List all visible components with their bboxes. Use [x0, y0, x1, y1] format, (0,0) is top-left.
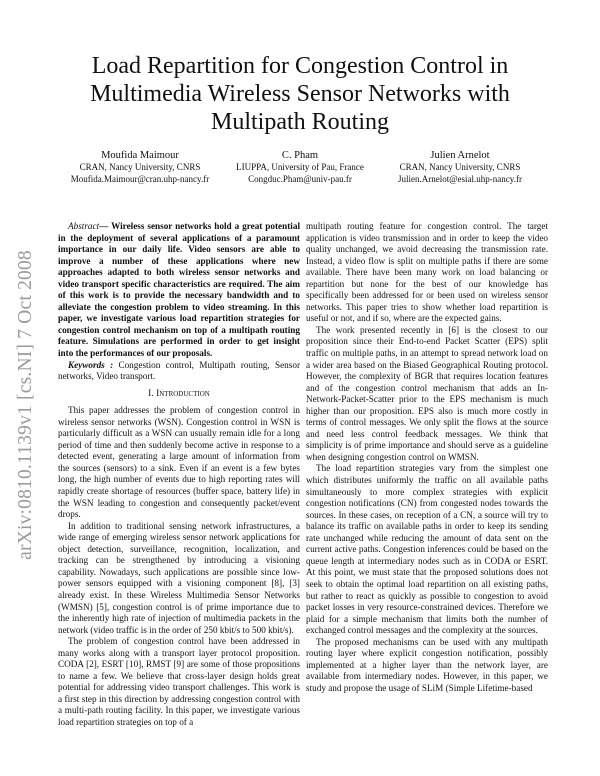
keywords-text: Congestion control, Multipath routing, Sensor networks, Video transport. — [58, 359, 301, 382]
author-3 — [380, 149, 540, 185]
author-affiliation: CRAN, Nancy University, CNRS — [399, 162, 521, 172]
paragraph: The problem of congestion control have been addressed in many works along with a transport layer protocol proposition. CODA [2], ESRT [10], RMST [9] are some of those propositions to name a few. We believe that cross-layer design holds great potential for addressing video transport challenges. This work is a first step in this direction by addressing congestion control with a multi-path routing facility. In this paper, we investigate various load repartition strategies on top of a — [58, 636, 300, 727]
author-1 — [60, 149, 220, 185]
paragraph: This paper addresses the problem of congestion control in wireless sensor networks (WSN). Congestion control in WSN is particularly difficult as a WSN can usually remain idle for a long period of time and then suddenly become active in response to a detected event, generating a large amount of information from the sources (sensors) to a sink. Even if an event is a few bytes long, the high number of events due to high reporting rates will rapidly create shortage of resources (buffer space, battery life) in the WSN leading to congestion and consequently packet/event drops. — [58, 405, 300, 520]
paragraph: The load repartition strategies vary from the simplest one which distributes uniformly the traffic on all available paths simultaneously to more complex strategies with explicit congestion notifications (CN) from congested nodes towards the sources. In these cases, on reception of a CN, a source will try to balance its traffic on available paths in order to keep its sending rate unchanged while reducing the amount of data sent on the current active paths. Congestion inferences could be based on the queue length at intermediary nodes such as in CODA or ESRT. At this point, we must state that the proposed solutions does not seek to obtain the optimal load repartition on all existing paths, but rather to react as quickly as possible to congestion to avoid packet losses in very resource-constrained devices. Therefore we plaid for a simple mechanism that limits both the number of exchanged control messages and the complexity at the sources. — [306, 463, 548, 636]
keywords — [58, 360, 300, 383]
author-email: Julien.Arnelot@esial.uhp-nancy.fr — [398, 173, 522, 184]
author-name: Moufida Maimour — [101, 150, 179, 161]
author-email: Congduc.Pham@univ-pau.fr — [248, 173, 352, 184]
paragraph: In addition to traditional sensing network infrastructures, a wide range of emerging wireless sensor network applications for object detection, surveillance, recognition, localization, and tracking can be strengthened by introducing a visioning capability. Nowadays, such applications are possible since low-power sensors equipped with a visioning component [8], [3] already exist. In these Wireless Multimedia Sensor Networks (WMSN) [5], congestion control is of prime importance due to the inherently high rate of injection of multimedia packets in the network (video traffic is in the order of 250 kbit/s to 500 kbit/s). — [58, 520, 300, 635]
author-block — [60, 149, 540, 193]
section-heading: I. Introduction — [148, 388, 210, 399]
abstract-label: Abstract — [68, 221, 100, 231]
author-affiliation: CRAN, Nancy University, CNRS — [79, 162, 201, 172]
keywords-label: Keywords : — [68, 359, 114, 370]
abstract-text: — Wireless sensor networks hold a great potential in the deployment of several applications of a paramount importance in our daily life. Video sensors are able to improve a number of these applications where new approaches adapted to both wireless sensor networks and video transport specific characteristics are required. The aim of this work is to provide the necessary bandwidth and to alleviate the congestion problem to video streaming. In this paper, we investigate various load repartition strategies for congestion control mechanism on top of a multipath routing feature. Simulations are performed in order to get insight into the performances of our proposals. — [58, 221, 300, 359]
paper-title: Load Repartition for Congestion Control in Multimedia Wireless Sensor Networks with Multipath Routing — [90, 53, 510, 135]
author-email: Moufida.Maimour@cran.uhp-nancy.fr — [70, 173, 210, 184]
author-name: C. Pham — [281, 150, 319, 161]
author-2 — [210, 149, 390, 185]
arxiv-side-stamp — [6, 210, 46, 600]
arxiv-id-text: arXiv:0810.1139v1 [cs.NI] 7 Oct 2008 — [15, 250, 37, 560]
author-affiliation: LIUPPA, University of Pau, France — [236, 162, 364, 172]
abstract — [58, 221, 300, 360]
paragraph: The proposed mechanisms can be used with any multipath routing layer where explicit congestion notification, possibly implemented at a higher layer than the network layer, are available from intermediary nodes. However, in this paper, we study and propose the usage of SLiM (Simple Lifetime-based — [306, 636, 548, 693]
paragraph: The work presented recently in [6] is the closest to our proposition since their End-to-end Packet Scatter (EPS) split traffic on multiple paths, in an attempt to spread network load on a wider area based on the Biased Geographical Routing protocol. However, the complexity of BGR that requires location features and of the congestion control mechanism that adds an In-Network-Packet-Scatter prior to the EPS mechanism is much higher than our proposition. EPS also is much more costly in terms of control messages. We only split the flows at the source and need less control feedback messages. We think that simplicity is of prime importance and should serve as a guideline when designing congestion control on WMSN. — [306, 324, 548, 462]
author-name: Julien Arnelot — [430, 150, 490, 161]
right-column — [306, 221, 548, 694]
left-column — [58, 221, 300, 729]
paragraph: multipath routing feature for congestion control. The target application is video transmission and in order to keep the video quality unchanged, we avoid decreasing the transmission rate. Instead, a video flow is split on multiple paths if there are some available. There have been many work on load balancing or repartition but none for the best of our knowledge has specifically been addressed for or been used on wireless sensor networks. This paper tries to show whether load repartition is useful or not, and if so, where are the expected gains. — [306, 221, 548, 324]
